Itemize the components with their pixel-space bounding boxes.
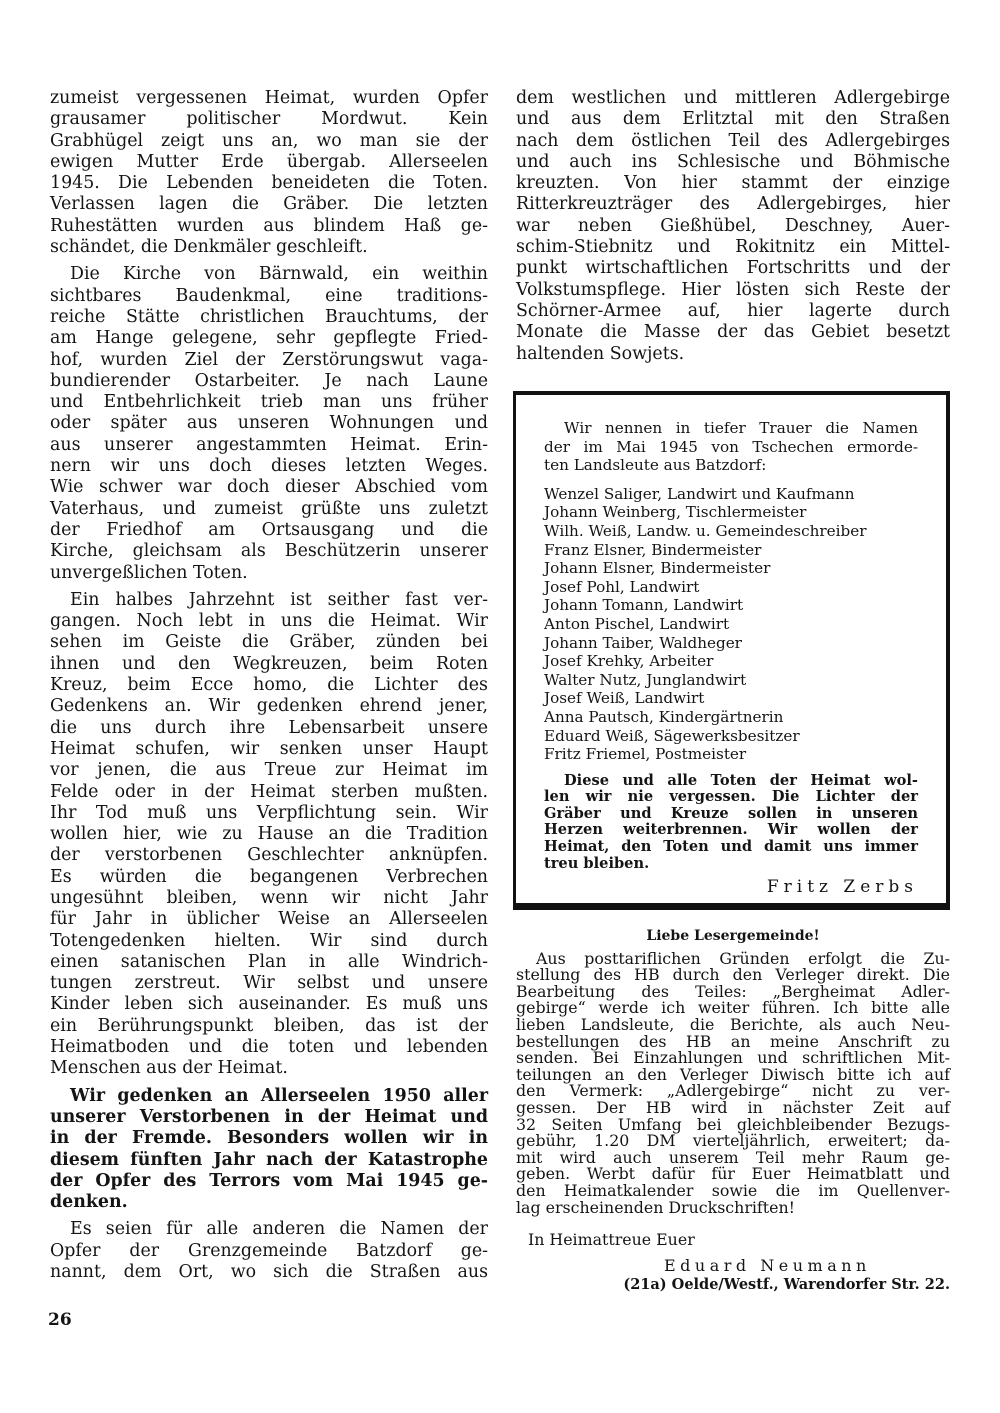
text-line: aus unserer angestammten Heimat. Erin- <box>50 434 488 455</box>
text-line: treu bleiben. <box>544 854 650 872</box>
text-line: denken. <box>50 1192 128 1213</box>
text-line: für Jahr in üblicher Weise an Allerseelen <box>50 909 488 930</box>
victim-name: Josef Pohl, Landwirt <box>544 577 700 596</box>
victims-list <box>544 485 918 764</box>
text-line: unvergeßlichen Toten. <box>50 562 248 583</box>
text-line: nannt, dem Ort, wo sich die Straßen aus <box>50 1262 488 1283</box>
text-line: gangen. Noch lebt in uns die Heimat. Wir <box>50 611 488 632</box>
text-line: Menschen aus der Heimat. <box>50 1058 288 1079</box>
letter-address: (21a) Oelde/Westf., Warendorfer Str. 22. <box>623 1276 950 1294</box>
text-line: Es würden die begangenen Verbrechen <box>50 866 488 887</box>
paragraph <box>544 419 918 475</box>
text-line: die uns durch ihre Lebensarbeit unsere <box>50 717 488 738</box>
text-line: wollen hier, wie zu Hause an die Tradition <box>50 824 488 845</box>
text-line: ewigen Mutter Erde übergab. Allerseelen <box>50 151 488 172</box>
paragraph <box>516 948 950 1217</box>
victim-name: Walter Nutz, Junglandwirt <box>544 670 747 689</box>
left-column <box>50 88 488 1289</box>
text-line: Verlassen lagen die Gräber. Die letzten <box>50 194 488 215</box>
text-line: ungesühnt bleiben, wenn wir nicht Jahr <box>50 887 488 908</box>
victim-name: Anton Pischel, Landwirt <box>544 614 730 633</box>
paragraph <box>50 88 488 258</box>
text-line: den Vermerk: „Adlergebirge“ nicht zu ver- <box>516 1081 950 1101</box>
text-line: grausamer politischer Mordwut. Kein <box>50 109 488 130</box>
text-line: Ruhestätten wurden aus blindem Haß ge- <box>50 215 488 236</box>
text-line: und aus dem Erlitztal mit den Straßen <box>516 109 950 130</box>
memorial-intro <box>544 419 918 475</box>
victim-name: Franz Elsner, Bindermeister <box>544 540 762 559</box>
text-line: und auch ins Schlesische und Böhmische <box>516 151 950 172</box>
text-line: teilungen an den Verleger Diwisch bitte ich auf <box>516 1064 950 1084</box>
paragraph <box>50 264 488 583</box>
text-line: diesem fünften Jahr nach der Katastrophe <box>50 1149 488 1170</box>
text-line: gebirge“ werde ich weiter führen. Ich bitte alle <box>516 998 950 1018</box>
text-line: Gräber und Kreuze sollen in unseren <box>544 804 918 822</box>
text-line: Kirche, gleichsam als Beschützerin unserer <box>50 541 488 562</box>
text-line: Diese und alle Toten der Heimat wol- <box>564 771 918 789</box>
text-line: Heimat, den Toten und damit uns immer <box>544 838 918 856</box>
text-line: lieben Landsleute, die Berichte, als auch Neu- <box>516 1014 950 1034</box>
text-line: den Heimatkalender sowie die im Quellenver- <box>516 1180 950 1200</box>
victim-name: Johann Taiber, Waldheger <box>544 633 742 652</box>
victim-name: Anna Pautsch, Kindergärtnerin <box>544 707 784 726</box>
page-number: 26 <box>48 1310 72 1330</box>
letter-greeting: In Heimattreue Euer <box>528 1230 695 1250</box>
paragraph <box>50 590 488 1080</box>
text-line: Wir nennen in tiefer Trauer die Namen <box>564 419 918 437</box>
text-line: senden. Bei Einzahlungen und schriftlichen Mit- <box>516 1048 950 1068</box>
text-line: mit wird auch unserem Teil mehr Raum ge- <box>516 1147 950 1167</box>
text-line: Schörner-Armee auf, hier lagerte durch <box>516 300 950 321</box>
text-line: Grabhügel zeigt uns an, wo man sie der <box>50 130 488 151</box>
victim-name: Eduard Weiß, Sägewerksbesitzer <box>544 726 800 745</box>
memorial-closing <box>544 773 918 873</box>
text-line: Es seien für alle anderen die Namen der <box>70 1219 488 1240</box>
text-line: Heimatboden und die toten und lebenden <box>50 1037 488 1058</box>
text-line: len wir nie vergessen. Die Lichter der <box>544 788 918 806</box>
text-line: schändet, die Denkmäler geschleift. <box>50 237 368 258</box>
letter-body <box>516 948 950 1217</box>
text-line: gebühr, 1.20 DM vierteljährlich, erweitert; da- <box>516 1131 950 1151</box>
victim-name: Josef Weiß, Landwirt <box>544 689 705 708</box>
text-line: Aus posttariflichen Gründen erfolgt die Zu- <box>536 948 950 968</box>
text-line: bundierender Ostarbeiter. Je nach Laune <box>50 370 488 391</box>
text-line: tungen zerstreut. Wir selbst und unsere <box>50 973 488 994</box>
text-line: Wir gedenken an Allerseelen 1950 aller <box>70 1085 488 1106</box>
paragraph <box>50 1086 488 1214</box>
text-line: zumeist vergessenen Heimat, wurden Opfer <box>50 88 488 108</box>
text-line: gessen. Der HB wird in nächster Zeit auf <box>516 1097 950 1117</box>
text-line: Vaterhaus, und zumeist grüßte uns zuletzt <box>50 498 488 519</box>
text-line: am Hange gelegene, sehr gepflegte Fried- <box>50 328 488 349</box>
text-line: Ritterkreuzträger des Adlergebirges, hier <box>516 194 950 215</box>
text-line: Wie schwer war doch dieser Abschied vom <box>50 477 488 498</box>
victim-name: Johann Elsner, Bindermeister <box>544 559 771 578</box>
text-line: Ihr Tod muß uns Verpflichtung sein. Wir <box>50 802 488 823</box>
text-line: Herzen weiterbrennen. Wir wollen der <box>544 821 918 839</box>
text-line: lag erscheinenden Druckschriften! <box>516 1197 795 1217</box>
text-line: Bearbeitung des Teiles: „Bergheimat Adler- <box>516 981 950 1001</box>
text-line: der verstorbenen Geschlechter anknüpfen. <box>50 845 488 866</box>
text-line: stellung des HB durch den Verleger direkt. Die <box>516 965 950 985</box>
text-line: bestellungen des HB an meine Anschrift zu <box>516 1031 950 1051</box>
text-line: dem westlichen und mittleren Adlergebirge <box>516 88 950 108</box>
right-column-text <box>516 88 950 371</box>
text-line: Opfer der Grenzgemeinde Batzdorf ge- <box>50 1240 488 1261</box>
text-line: Heimat schufen, wir senken unser Haupt <box>50 738 488 759</box>
text-line: Kinder leben sich auseinander. Es muß uns <box>50 994 488 1015</box>
victim-name: Wenzel Saliger, Landwirt und Kaufmann <box>544 484 855 503</box>
text-line: Die Kirche von Bärnwald, ein weithin <box>70 264 488 285</box>
text-line: schim-Stiebnitz und Rokitnitz ein Mittel- <box>516 237 950 258</box>
text-line: hof, wurden Ziel der Zerstörungswut vaga- <box>50 349 488 370</box>
text-line: in der Fremde. Besonders wollen wir in <box>50 1128 488 1149</box>
text-line: 32 Seiten Umfang bei gleichbleibender Bezugs- <box>516 1114 950 1134</box>
text-line: geben. Werbt dafür für Euer Heimatblatt und <box>516 1164 950 1184</box>
text-line: der im Mai 1945 von Tschechen ermorde- <box>544 437 918 456</box>
letter-signature: Eduard Neumann <box>664 1255 871 1275</box>
text-line: ein Berührungspunkt bleiben, das ist der <box>50 1015 488 1036</box>
text-line: haltenden Sowjets. <box>516 343 685 364</box>
memorial-box <box>513 391 950 910</box>
text-line: nern wir uns doch dieses letzten Weges. <box>50 456 488 477</box>
paragraph <box>544 773 918 873</box>
text-line: nach dem östlichen Teil des Adlergebirges <box>516 130 950 151</box>
text-line: oder später aus unseren Wohnungen und <box>50 413 488 434</box>
victim-name: Fritz Friemel, Postmeister <box>544 745 747 764</box>
victim-name: Johann Weinberg, Tischlermeister <box>544 503 807 522</box>
text-line: Ein halbes Jahrzehnt ist seither fast ver- <box>70 589 488 610</box>
text-line: der Friedhof am Ortsausgang und die <box>50 519 488 540</box>
letter-title: Liebe Lesergemeinde! <box>646 928 820 944</box>
paragraph <box>516 88 950 365</box>
letter-to-readers <box>516 928 950 1294</box>
text-line: ten Landsleute aus Batzdorf: <box>544 456 767 475</box>
text-line: unserer Verstorbenen in der Heimat und <box>50 1106 488 1127</box>
text-line: und Entbehrlichkeit trieb man uns früher <box>50 392 488 413</box>
text-line: punkt wirtschaftlichen Fortschritts und der <box>516 258 950 279</box>
paragraph <box>50 1219 488 1283</box>
victim-name: Wilh. Weiß, Landw. u. Gemeindeschreiber <box>544 521 867 540</box>
victim-name: Johann Tomann, Landwirt <box>544 596 744 615</box>
text-line: reiche Stätte christlichen Brauchtums, der <box>50 306 488 327</box>
text-line: ihnen und den Wegkreuzen, beim Roten <box>50 653 488 674</box>
text-line: vor jenen, die aus Treue zur Heimat im <box>50 760 488 781</box>
text-line: kreuzten. Von hier stammt der einzige <box>516 173 950 194</box>
text-line: 1945. Die Lebenden beneideten die Toten. <box>50 173 488 194</box>
text-line: einen satanischen Plan in alle Windrich- <box>50 951 488 972</box>
text-line: Felde oder in der Heimat sterben mußten. <box>50 781 488 802</box>
victim-name: Josef Krehky, Arbeiter <box>544 652 714 671</box>
text-line: der Opfer des Terrors vom Mai 1945 ge- <box>50 1170 488 1191</box>
text-line: Volkstumspflege. Hier lösten sich Reste der <box>516 279 950 300</box>
text-line: Gedenkens an. Wir gedenken ehrend jener, <box>50 696 488 717</box>
text-line: Totengedenken hielten. Wir sind durch <box>50 930 488 951</box>
text-line: war neben Gießhübel, Deschney, Auer- <box>516 215 950 236</box>
memorial-signature: Fritz Zerbs <box>766 877 918 898</box>
text-line: Kreuz, beim Ecce homo, die Lichter des <box>50 675 488 696</box>
text-line: sehen im Geiste die Gräber, zünden bei <box>50 632 488 653</box>
text-line: sichtbares Baudenkmal, eine traditions- <box>50 285 488 306</box>
text-line: Monate die Masse der das Gebiet besetzt <box>516 322 950 343</box>
